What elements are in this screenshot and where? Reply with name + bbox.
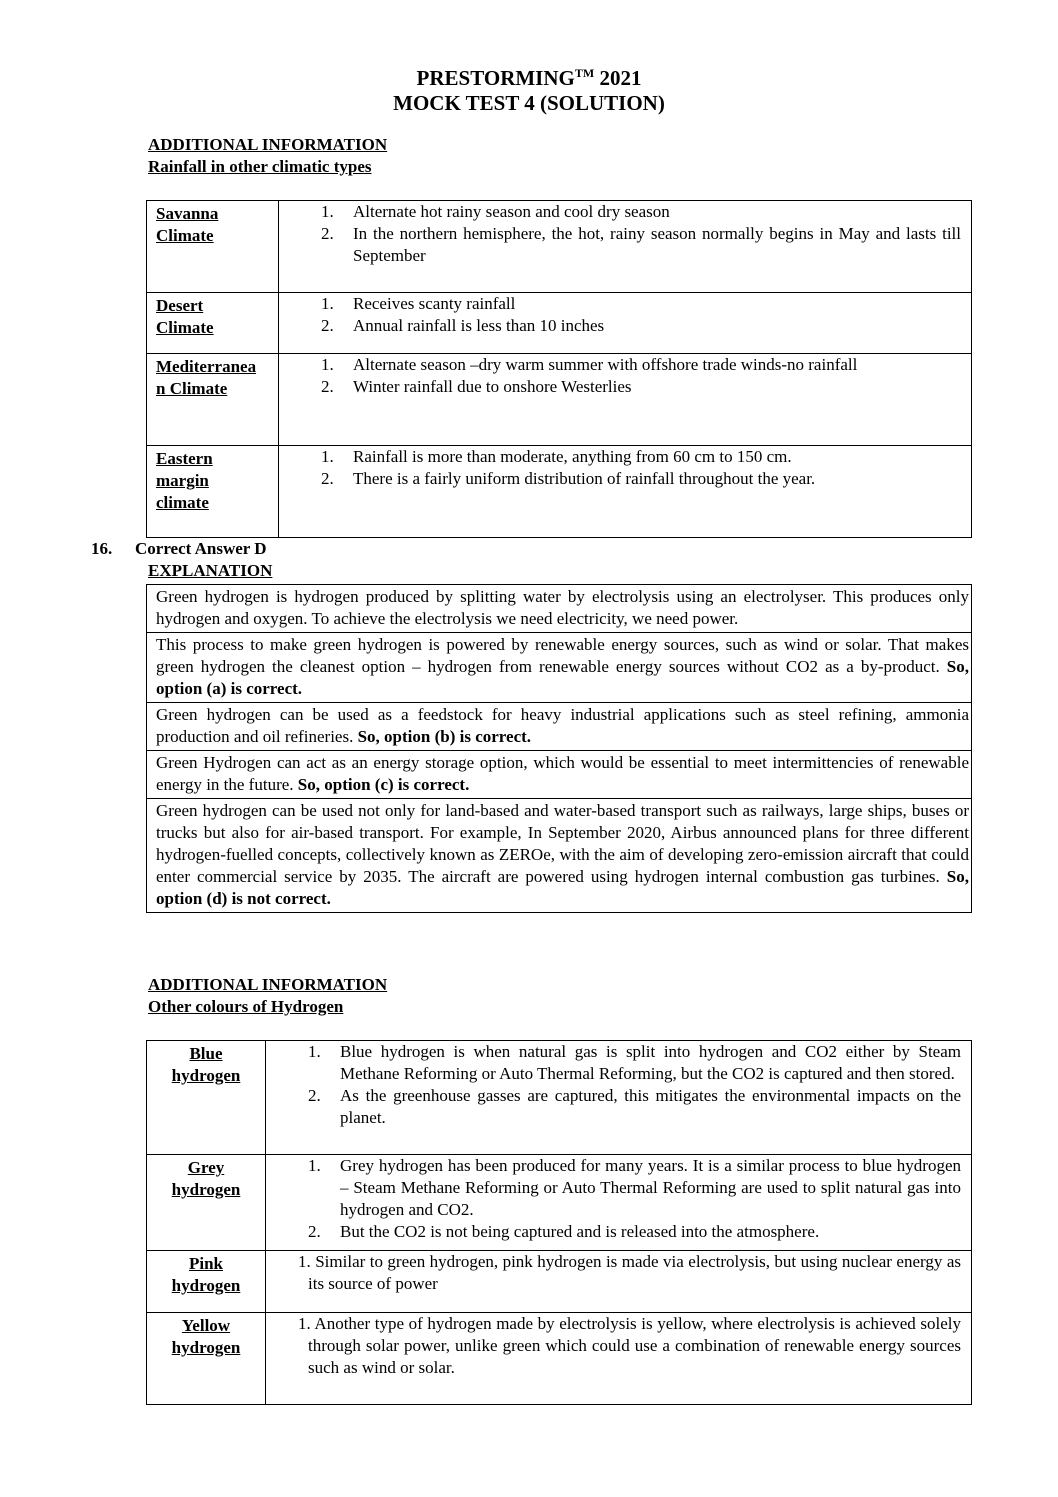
hydrogen-row — [147, 1251, 972, 1313]
question-answer: 16. Correct Answer D — [91, 539, 267, 558]
list-item: 2. As the greenhouse gasses are captured, this mitigates the environmental impacts on the planet. — [308, 1086, 961, 1127]
list-item: 1. Receives scanty rainfall — [321, 294, 516, 313]
climate-row — [147, 201, 972, 293]
explanation-row: Green hydrogen is hydrogen produced by splitting water by electrolysis using an electrolyser. This produces only hydrogen and oxygen. To achieve the electrolysis we need electricity, we need power. — [147, 585, 972, 633]
section1-subheading: Rainfall in other climatic types — [148, 157, 372, 176]
explanation-table — [146, 584, 972, 913]
hydrogen-details — [266, 1251, 972, 1313]
list-item: 2. In the northern hemisphere, the hot, rainy season normally begins in May and lasts till September — [321, 224, 961, 265]
list-item: 1. Another type of hydrogen made by electrolysis is yellow, where electrolysis is achieved solely through solar power, unlike green which could use a combination of renewable energy sources such as wind or solar. — [298, 1314, 961, 1377]
hydrogen-table — [146, 1040, 972, 1405]
hydrogen-row — [147, 1041, 972, 1155]
list-item: 2. Annual rainfall is less than 10 inches — [321, 316, 605, 335]
climate-row — [147, 293, 972, 354]
climate-label: Savanna Climate — [147, 201, 279, 293]
trademark-sup: TM — [574, 66, 595, 80]
list-item: 2. There is a fairly uniform distribution of rainfall throughout the year. — [321, 469, 816, 488]
climate-row — [147, 446, 972, 538]
explanation-heading: EXPLANATION — [148, 561, 273, 580]
list-item: 1. Similar to green hydrogen, pink hydrogen is made via electrolysis, but using nuclear energy as its source of power — [298, 1252, 961, 1293]
hydrogen-details — [266, 1041, 972, 1155]
climate-label: Eastern margin climate — [147, 446, 279, 538]
section2-heading: ADDITIONAL INFORMATION — [148, 975, 388, 994]
section1-heading: ADDITIONAL INFORMATION — [148, 135, 388, 154]
climate-details — [279, 354, 972, 446]
hydrogen-row — [147, 1155, 972, 1251]
climate-details — [279, 446, 972, 538]
climate-table — [146, 200, 972, 538]
page-title — [0, 66, 1058, 91]
page-subtitle: MOCK TEST 4 (SOLUTION) — [393, 91, 665, 115]
explanation-row: Green hydrogen can be used as a feedstock for heavy industrial applications such as steel refining, ammonia production and oil refineries. So, option (b) is correct. — [147, 703, 972, 751]
explanation-row: Green hydrogen can be used not only for land-based and water-based transport such as railways, large ships, buses or trucks but also for air-based transport. For example, In September 2020, Airbus announced plans for three different hydrogen-fuelled concepts, collectively known as ZEROe, with the aim of developing zero-emission aircraft that could enter commercial service by 2035. The aircraft are powered using hydrogen internal combustion gas turbines. So, option (d) is not correct. — [147, 799, 972, 913]
list-item: 1. Alternate hot rainy season and cool dry season — [321, 202, 670, 221]
hydrogen-row — [147, 1313, 972, 1405]
hydrogen-label: Yellow hydrogen — [147, 1313, 266, 1405]
hydrogen-details — [266, 1155, 972, 1251]
hydrogen-label: Grey hydrogen — [147, 1155, 266, 1251]
climate-label: Desert Climate — [147, 293, 279, 354]
list-item: 2. Winter rainfall due to onshore Westerlies — [321, 377, 632, 396]
explanation-row: This process to make green hydrogen is powered by renewable energy sources, such as wind or solar. That makes green hydrogen the cleanest option – hydrogen from renewable energy sources without CO2 as a by-product. So, option (a) is correct. — [147, 633, 972, 703]
climate-label: Mediterranea n Climate — [147, 354, 279, 446]
climate-details — [279, 293, 972, 354]
hydrogen-label: Pink hydrogen — [147, 1251, 266, 1313]
list-item: 1. Rainfall is more than moderate, anything from 60 cm to 150 cm. — [321, 447, 792, 466]
list-item: 1. Grey hydrogen has been produced for many years. It is a similar process to blue hydrogen – Steam Methane Reforming or Auto Thermal Reforming are used to split natural gas into hydrogen and CO2. — [308, 1156, 961, 1219]
climate-row — [147, 354, 972, 446]
list-item: 2. But the CO2 is not being captured and is released into the atmosphere. — [308, 1222, 820, 1241]
list-item: 1. Blue hydrogen is when natural gas is split into hydrogen and CO2 either by Steam Methane Reforming or Auto Thermal Reforming, but the CO2 is captured and then stored. — [308, 1042, 961, 1083]
section2-subheading: Other colours of Hydrogen — [148, 997, 344, 1016]
hydrogen-details — [266, 1313, 972, 1405]
title-year: 2021 — [594, 66, 642, 90]
climate-details — [279, 201, 972, 293]
explanation-row: Green Hydrogen can act as an energy storage option, which would be essential to meet intermittencies of renewable energy in the future. So, option (c) is correct. — [147, 751, 972, 799]
list-item: 1. Alternate season –dry warm summer with offshore trade winds-no rainfall — [321, 355, 858, 374]
hydrogen-label: Blue hydrogen — [147, 1041, 266, 1155]
title-text: PRESTORMING — [416, 66, 575, 90]
